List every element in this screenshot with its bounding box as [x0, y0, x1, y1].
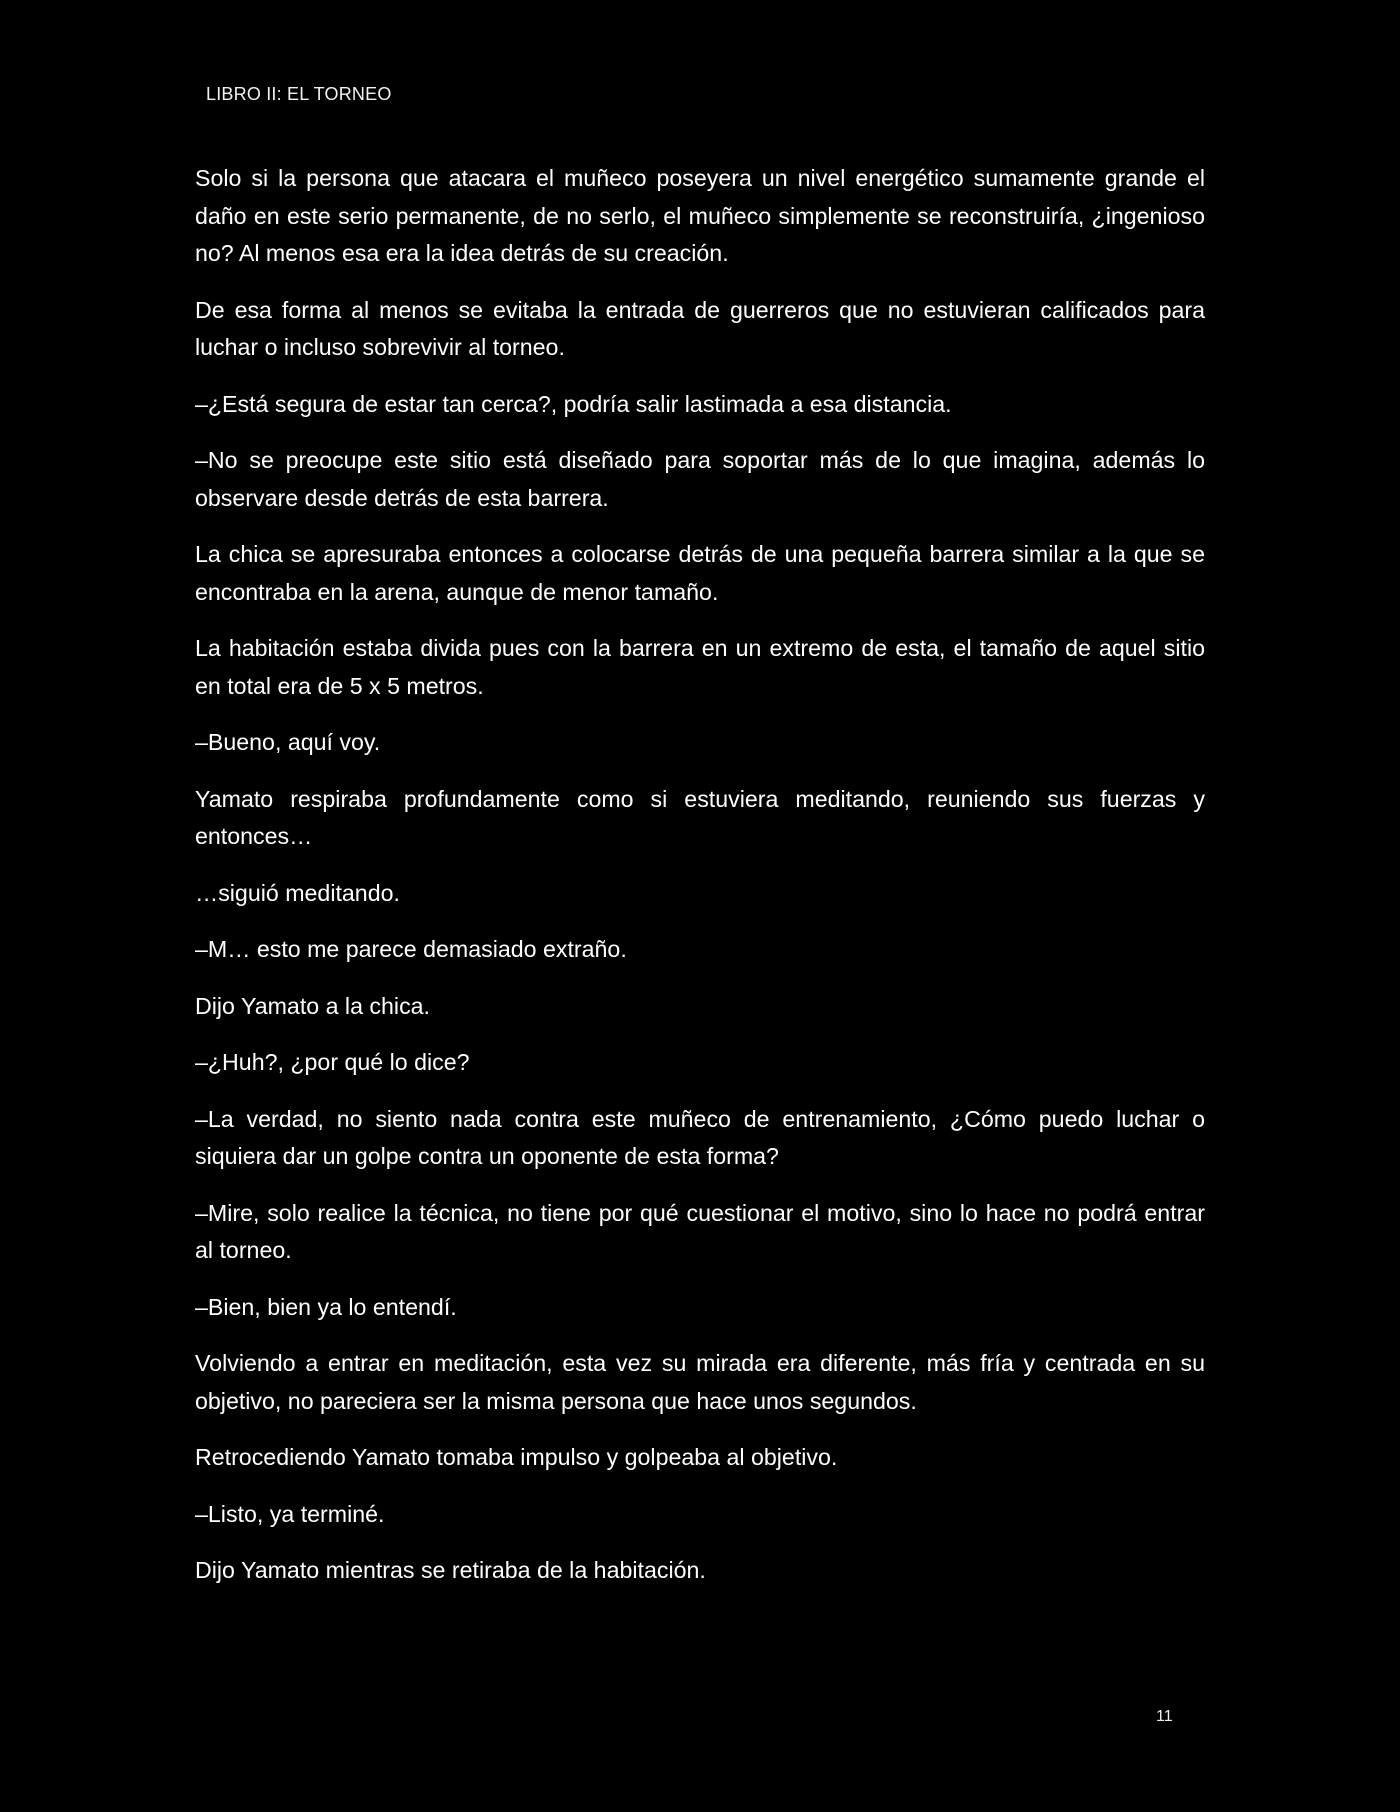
paragraph: –¿Está segura de estar tan cerca?, podría salir lastimada a esa distancia.	[195, 390, 952, 417]
paragraph: –Listo, ya terminé.	[195, 1500, 385, 1527]
running-header: LIBRO II: EL TORNEO	[206, 84, 392, 104]
paragraph: Solo si la persona que atacara el muñeco poseyera un nivel energético sumamente grande el daño en este serio permanente, de no serlo, el muñeco simplemente se reconstruiría, ¿ingenioso no? Al menos esa era la idea detrás de su creación.	[195, 165, 1205, 266]
body-text	[195, 160, 1205, 1609]
page-number: 11	[1156, 1708, 1173, 1725]
paragraph: –No se preocupe este sitio está diseñado para soportar más de lo que imagina, además lo observare desde detrás de esta barrera.	[195, 447, 1205, 511]
paragraph: La habitación estaba divida pues con la barrera en un extremo de esta, el tamaño de aquel sitio en total era de 5 x 5 metros.	[195, 635, 1205, 699]
paragraph: De esa forma al menos se evitaba la entrada de guerreros que no estuvieran calificados para luchar o incluso sobrevivir al torneo.	[195, 296, 1205, 360]
paragraph: …siguió meditando.	[195, 879, 400, 906]
paragraph: Dijo Yamato mientras se retiraba de la habitación.	[195, 1557, 706, 1583]
paragraph: –Bueno, aquí voy.	[195, 729, 381, 755]
paragraph: Dijo Yamato a la chica.	[195, 992, 430, 1019]
paragraph: Retrocediendo Yamato tomaba impulso y golpeaba al objetivo.	[195, 1444, 838, 1470]
paragraph: Volviendo a entrar en meditación, esta vez su mirada era diferente, más fría y centrada en su objetivo, no pareciera ser la misma persona que hace unos segundos.	[195, 1350, 1205, 1414]
paragraph: La chica se apresuraba entonces a colocarse detrás de una pequeña barrera similar a la que se encontraba en la arena, aunque de menor tamaño.	[195, 541, 1205, 605]
paragraph: –La verdad, no siento nada contra este muñeco de entrenamiento, ¿Cómo puedo luchar o siquiera dar un golpe contra un oponente de esta forma?	[195, 1105, 1205, 1169]
paragraph: –Mire, solo realice la técnica, no tiene por qué cuestionar el motivo, sino lo hace no podrá entrar al torneo.	[195, 1199, 1205, 1263]
paragraph: –¿Huh?, ¿por qué lo dice?	[195, 1049, 470, 1075]
paragraph: –Bien, bien ya lo entendí.	[195, 1293, 457, 1320]
paragraph: –M… esto me parece demasiado extraño.	[195, 936, 627, 962]
paragraph: Yamato respiraba profundamente como si estuviera meditando, reuniendo sus fuerzas y entonces…	[195, 785, 1205, 849]
